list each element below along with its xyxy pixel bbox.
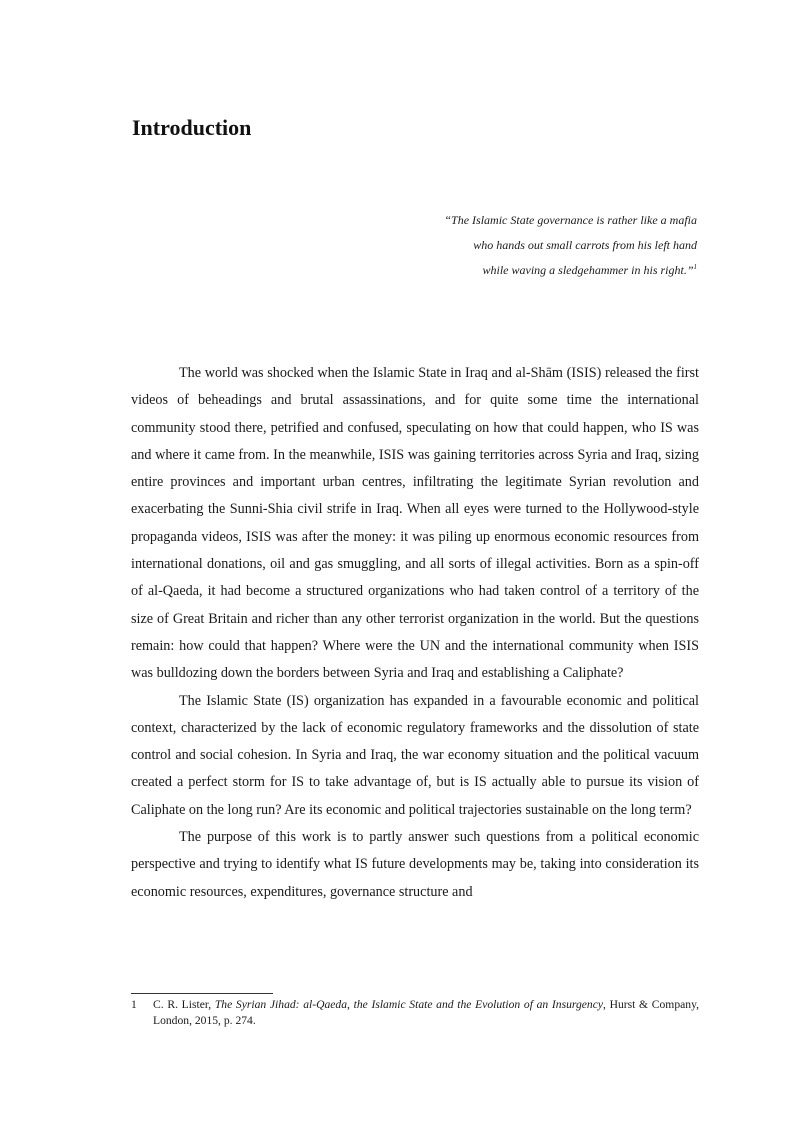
chapter-title: Introduction [132,115,252,140]
footnote-text [131,997,699,1029]
footnote-publisher: , Hurst & Company, London, 2015, p. 274. [153,998,700,1027]
paragraph: The Islamic State (IS) organization has expanded in a favourable economic and political context, characterized by the lack of economic regulatory frameworks and the dissolution of state control and social cohesion. In Syria and Iraq, the war economy situation and the political vacuum created a perfect storm for IS to take advantage of, but is IS actually able to pursue its vision of Caliphate on the long run? Are its economic and political trajectories sustainable on the long term? [131,692,699,818]
footnote-separator [131,993,273,994]
epigraph-quote [277,208,697,283]
paragraph: The world was shocked when the Islamic State in Iraq and al-Shām (ISIS) released the first videos of beheadings and brutal assassinations, and for quite some time the international community stood there, petrified and confused, speculating on how that could happen, who IS was and where it came from. In the meanwhile, ISIS was gaining territories across Syria and Iraq, sizing entire provinces and important urban centres, infiltrating the legitimate Syrian revolution and exacerbating the Sunni-Shia civil strife in Iraq. When all eyes were turned to the Hollywood-style propaganda videos, ISIS was after the money: it was piling up enormous economic resources from international donations, oil and gas smuggling, and all sorts of illegal activities. Born as a spin-off of al-Qaeda, it had become a structured organizations who had taken control of a territory of the size of Great Britain and richer than any other terrorist organization in the world. But the questions remain: how could that happen? Where were the UN and the international community when ISIS was bulldozing down the borders between Syria and Iraq and establishing a Caliphate? [131,365,699,682]
epigraph-line-text: while waving a sledgehammer in his right.” [482,263,694,277]
epigraph-line: who hands out small carrots from his left hand [473,238,697,252]
footnote [131,997,699,1029]
footnote-number: 1 [131,998,137,1011]
footnote-book-title: The Syrian Jihad: al-Qaeda, the Islamic State and the Evolution of an Insurgency [214,998,603,1011]
body-text [131,360,699,906]
epigraph-line [277,258,697,283]
epigraph-line: “The Islamic State governance is rather like a mafia [444,213,697,227]
paragraph: The purpose of this work is to partly answer such questions from a political economic perspective and trying to identify what IS future developments may be, taking into consideration its economic resources, expenditures, governance structure and [131,829,699,900]
footnote-reference: 1 [693,263,697,271]
footnote-author: C. R. Lister, [153,998,215,1011]
